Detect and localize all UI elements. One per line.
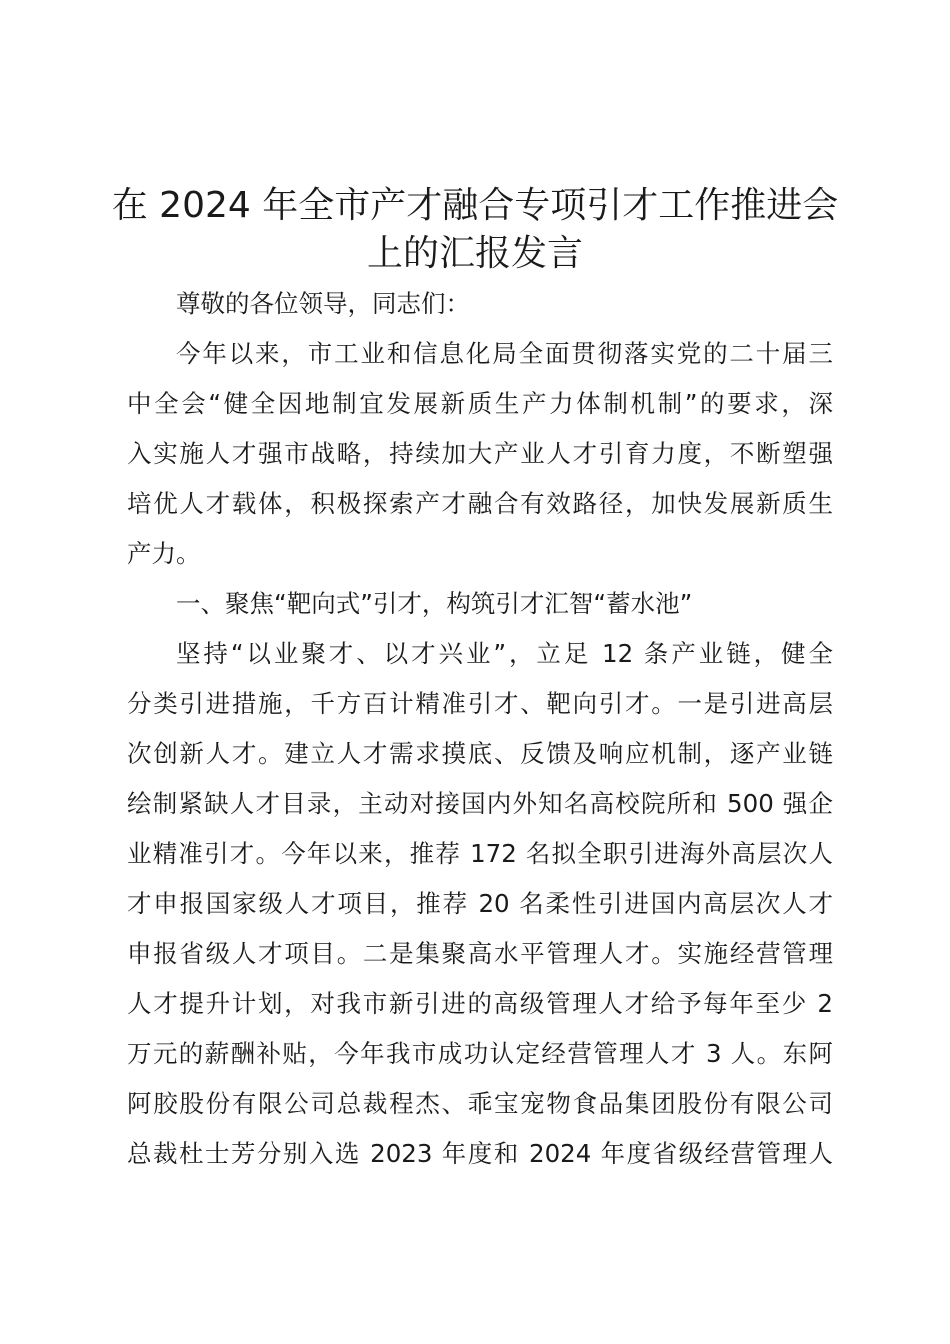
paragraph-line: 分类引进措施，千方百计精准引才、靶向引才。一是引进高层	[127, 689, 833, 718]
paragraph-line: 产力。	[127, 539, 201, 568]
paragraph-line: 培优人才载体，积极探索产才融合有效路径，加快发展新质生	[127, 489, 833, 518]
document-title-line-1: 在 2024 年全市产才融合专项引才工作推进会	[111, 185, 839, 226]
paragraph-line: 总裁杜士芳分别入选 2023 年度和 2024 年度省级经营管理人	[127, 1139, 833, 1168]
paragraph-line: 业精准引才。今年以来，推荐 172 名拟全职引进海外高层次人	[127, 839, 833, 868]
paragraph-line: 中全会“健全因地制宜发展新质生产力体制机制”的要求，深	[127, 389, 833, 418]
paragraph-line: 人才提升计划，对我市新引进的高级管理人才给予每年至少 2	[127, 989, 833, 1018]
paragraph-line: 申报省级人才项目。二是集聚高水平管理人才。实施经营管理	[127, 939, 833, 968]
salutation: 尊敬的各位领导，同志们：	[176, 289, 470, 318]
section-heading: 一、聚焦“靶向式”引才，构筑引才汇智“蓄水池”	[176, 589, 693, 618]
paragraph-line: 万元的薪酬补贴，今年我市成功认定经营管理人才 3 人。东阿	[127, 1039, 833, 1068]
document-title-line-2: 上的汇报发言	[366, 233, 583, 274]
paragraph-line: 才申报国家级人才项目，推荐 20 名柔性引进国内高层次人才	[127, 889, 833, 918]
paragraph-line: 阿胶股份有限公司总裁程杰、乖宝宠物食品集团股份有限公司	[127, 1089, 833, 1118]
paragraph-line: 入实施人才强市战略，持续加大产业人才引育力度，不断塑强	[127, 439, 833, 468]
paragraph-line: 绘制紧缺人才目录，主动对接国内外知名高校院所和 500 强企	[127, 789, 833, 818]
paragraph-line: 坚持“以业聚才、以才兴业”，立足 12 条产业链，健全	[176, 639, 833, 668]
paragraph-line: 次创新人才。建立人才需求摸底、反馈及响应机制，逐产业链	[127, 739, 833, 768]
paragraph-line: 今年以来，市工业和信息化局全面贯彻落实党的二十届三	[176, 339, 833, 368]
